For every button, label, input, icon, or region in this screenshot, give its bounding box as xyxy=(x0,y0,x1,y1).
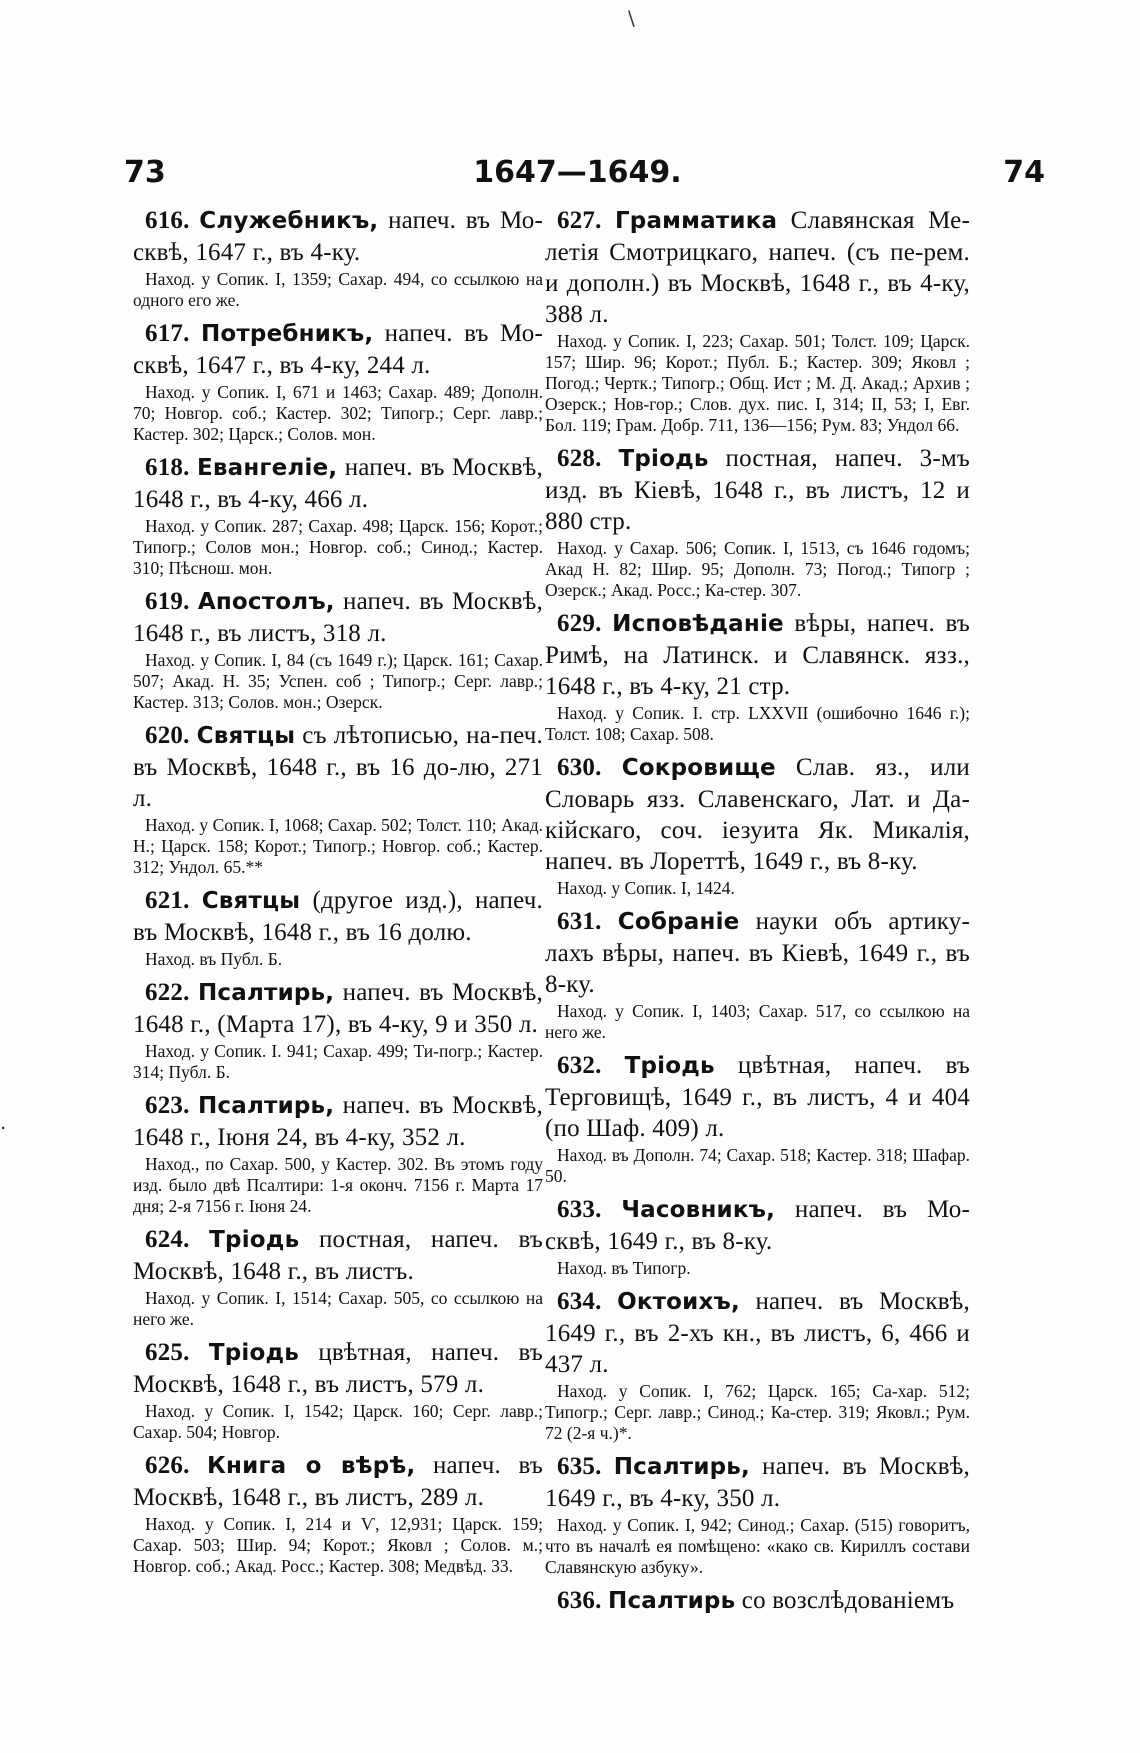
entry-location: Наход. у Сопик. I, 214 и Ѵ, 12,931; Царск. 159; Сахар. 503; Шир. 94; Корот.; Яковл ; Солов. м.; Новгор. соб.; Акад. Росс.; Кастер. 308; Медвѣд. 33. xyxy=(133,1514,543,1576)
entry-title: Октоихъ, xyxy=(617,1289,740,1315)
entry-location: Наход. у Сопик. I, 671 и 1463; Сахар. 489; Дополн. 70; Новгор. соб.; Кастер. 302; Типогр.; Серг. лавр.; Кастер. 302; Царск.; Солов. мон. xyxy=(133,382,543,444)
catalog-entry xyxy=(133,1224,543,1330)
entry-description: науки объ артику-лахъ вѣры, напеч. въ Кіевѣ, 1649 г., въ 8-ку. xyxy=(545,908,970,998)
entry-location: Наход. у Сопик. I. стр. LXXVII (ошибочно 1646 г.); Толст. 108; Сахар. 508. xyxy=(545,703,970,744)
entry-text xyxy=(545,906,970,1000)
catalog-entry xyxy=(133,318,543,445)
entry-description: напеч. въ Москвѣ, 1648 г., Іюня 24, въ 4-ку, 352 л. xyxy=(133,1092,543,1151)
page-mark-side: . xyxy=(0,1110,7,1134)
entry-text xyxy=(133,1450,543,1513)
entry-text xyxy=(133,1337,543,1400)
entry-number: 617. xyxy=(145,320,190,347)
entry-title: Часовникъ, xyxy=(621,1197,776,1223)
entry-text xyxy=(545,443,970,537)
entry-text xyxy=(545,1194,970,1257)
entry-number: 628. xyxy=(557,445,602,472)
entry-title: Псалтирь, xyxy=(197,980,335,1006)
entry-description: напеч. въ Мо-сквѣ, 1649 г., въ 8-ку. xyxy=(545,1196,970,1255)
right-column xyxy=(545,205,970,1624)
entry-description: напеч. въ Москвѣ, 1648 г., въ листъ, 318 л. xyxy=(133,588,543,647)
catalog-entry xyxy=(133,1450,543,1577)
page-mark-top: \ xyxy=(628,6,635,30)
catalog-entry xyxy=(133,720,543,878)
entry-location: Наход. у Сопик. I, 84 (съ 1649 г.); Царск. 161; Сахар. 507; Акад. Н. 35; Успен. соб ; Типогр.; Серг. лавр.; Кастер. 313; Солов. мон.; Озерск. xyxy=(133,650,543,712)
entry-location: Наход. у Сопик. I, 1068; Сахар. 502; Толст. 110; Акад. Н.; Царск. 158; Корот.; Типогр.; Новгор. соб.; Кастер. 312; Ундол. 65.** xyxy=(133,815,543,877)
entry-location: Наход., по Сахар. 500, у Кастер. 302. Въ этомъ году изд. было двѣ Псалтири: 1-я оконч. 7156 г. Марта 17 дня; 2-я 7156 г. Іюня 24. xyxy=(133,1154,543,1216)
entry-description: Слав. яз., или Словарь язз. Славенскаго, Лат. и Да-кійскаго, соч. іезуита Як. Микалія, напеч. въ Лореттѣ, 1649 г., въ 8-ку. xyxy=(545,754,970,875)
entry-description: вѣры, напеч. въ Римѣ, на Латинск. и Славянск. язз., 1648 г., въ 4-ку, 21 стр. xyxy=(545,610,970,700)
entry-description: напеч. въ Москвѣ, 1649 г., въ 4-ку, 350 л. xyxy=(545,1453,970,1512)
entry-location: Наход. у Сопик. I, 223; Сахар. 501; Толст. 109; Царск. 157; Шир. 96; Корот.; Публ. Б.; Кастер. 309; Яковл ; Погод.; Чертк.; Типогр.; Общ. Ист ; М. Д. Акад.; Архив ; Озерск.; Нов-гор.; Слов. дух. пис. I, 314; II, 53; I, Евг. Бол. 119; Грам. Добр. 711, 136—156; Рум. 83; Ундол 66. xyxy=(545,331,970,435)
page-number-right: 74 xyxy=(1003,155,1045,190)
entry-number: 629. xyxy=(557,610,602,637)
catalog-entry xyxy=(133,205,543,311)
catalog-entry xyxy=(545,906,970,1043)
catalog-entry xyxy=(133,452,543,579)
catalog-entry xyxy=(133,885,543,970)
entry-number: 632. xyxy=(557,1052,602,1079)
entry-location: Наход. у Сопик. I, 1403; Сахар. 517, со ссылкою на него же. xyxy=(545,1001,970,1042)
entry-location: Наход. у Сопик. 287; Сахар. 498; Царск. 156; Корот.; Типогр.; Солов мон.; Новгор. соб.; Синод.; Кастер. 310; Пѣснош. мон. xyxy=(133,516,543,578)
entry-number: 626. xyxy=(145,1452,190,1479)
entry-location: Наход. у Сопик. I, 1424. xyxy=(557,878,735,898)
catalog-entry xyxy=(545,752,970,899)
entry-description: со возслѣдованіемъ xyxy=(735,1587,955,1614)
entry-number: 618. xyxy=(145,454,190,481)
catalog-entry xyxy=(545,1194,970,1279)
entry-title: Книга о вѣрѣ, xyxy=(207,1453,416,1479)
entry-location: Наход. у Сопик. I, 1514; Сахар. 505, со ссылкою на него же. xyxy=(133,1288,543,1329)
entry-text xyxy=(133,586,543,649)
entry-description: напеч. въ Мо-сквѣ, 1647 г., въ 4-ку. xyxy=(133,207,544,266)
entry-number: 623. xyxy=(145,1092,190,1119)
catalog-entry xyxy=(545,443,970,601)
entry-location: Наход. въ Публ. Б. xyxy=(145,949,283,969)
entry-location: Наход. у Сопик. I, 1542; Царск. 160; Серг. лавр.; Сахар. 504; Новгор. xyxy=(133,1401,543,1442)
entry-title: Грамматика xyxy=(614,208,778,234)
entry-description: напеч. въ Москвѣ, 1648 г., (Марта 17), въ 4-ку, 9 и 350 л. xyxy=(133,979,543,1038)
catalog-entry xyxy=(545,205,970,436)
entry-text xyxy=(133,1090,543,1153)
entry-title: Псалтирь, xyxy=(613,1454,750,1480)
page-title: 1647—1649. xyxy=(473,155,682,190)
entry-title: Псалтирь xyxy=(608,1588,736,1614)
entry-text xyxy=(545,1286,970,1380)
entry-description: напеч. въ Мо-сквѣ, 1647 г., въ 4-ку, 244 л. xyxy=(133,320,543,379)
left-column xyxy=(133,205,543,1584)
entry-text xyxy=(133,977,543,1040)
entry-location: Наход. у Сахар. 506; Сопик. I, 1513, съ 1646 годомъ; Акад Н. 82; Шир. 95; Дополн. 73; Погод.; Типогр ; Озерск.; Акад. Росс.; Ка-стер. 307. xyxy=(545,538,970,600)
entry-title: Святцы xyxy=(201,888,301,914)
entry-text xyxy=(545,752,970,877)
page-number-left: 73 xyxy=(124,155,166,190)
entry-location: Наход. у Сопик. I, 762; Царск. 165; Са-хар. 512; Типогр.; Серг. лавр.; Синод.; Ка-стер. 319; Яковл.; Рум. 72 (2-я ч.)*. xyxy=(545,1381,970,1443)
entry-text xyxy=(133,205,543,268)
catalog-entry xyxy=(545,1286,970,1444)
entry-description: цвѣтная, напеч. въ Москвѣ, 1648 г., въ листъ, 579 л. xyxy=(133,1339,544,1398)
entry-title: Псалтирь, xyxy=(197,1093,335,1119)
entry-number: 625. xyxy=(145,1339,190,1366)
entry-number: 620. xyxy=(145,722,190,749)
entry-text xyxy=(545,1451,970,1514)
entry-description: постная, напеч. 3-мъ изд. въ Кіевѣ, 1648 г., въ листъ, 12 и 880 стр. xyxy=(545,445,971,535)
entry-text xyxy=(545,1585,970,1617)
entry-title: Святцы xyxy=(196,723,296,749)
entry-number: 619. xyxy=(145,588,190,615)
entry-title: Тріодь xyxy=(624,1053,715,1079)
entry-title: Евангеліе, xyxy=(196,455,338,481)
entry-number: 636. xyxy=(557,1587,602,1614)
entry-number: 635. xyxy=(557,1453,602,1480)
entry-title: Тріодь xyxy=(208,1340,300,1366)
entry-title: Исповѣданіе xyxy=(612,611,784,637)
entry-number: 624. xyxy=(145,1226,190,1253)
entry-description: съ лѣтописью, на-печ. въ Москвѣ, 1648 г., въ 16 до-лю, 271 л. xyxy=(133,722,544,812)
entry-text xyxy=(133,885,543,948)
catalog-entry xyxy=(545,1585,970,1617)
entry-title: Тріодь xyxy=(618,446,709,472)
entry-text xyxy=(133,452,543,515)
entry-location: Наход. въ Типогр. xyxy=(557,1258,691,1278)
catalog-entry xyxy=(133,586,543,713)
catalog-entry xyxy=(545,1050,970,1187)
catalog-entry xyxy=(545,1451,970,1578)
entry-title: Служебникъ, xyxy=(199,208,379,234)
entry-text xyxy=(133,318,543,381)
catalog-entry xyxy=(133,1337,543,1443)
catalog-entry xyxy=(133,1090,543,1217)
entry-description: напеч. въ Москвѣ, 1648 г., въ листъ, 289 л. xyxy=(133,1452,543,1511)
entry-description: (другое изд.), напеч. въ Москвѣ, 1648 г., въ 16 долю. xyxy=(133,887,543,946)
entry-text xyxy=(133,720,543,814)
catalog-entry xyxy=(545,608,970,745)
entry-location: Наход. у Сопик. I, 1359; Сахар. 494, со ссылкою на одного его же. xyxy=(133,269,543,310)
entry-description: напеч. въ Москвѣ, 1649 г., въ 2-хъ кн., въ листъ, 6, 466 и 437 л. xyxy=(545,1288,970,1378)
entry-location: Наход. у Сопик. I, 942; Синод.; Сахар. (515) говоритъ, что въ началѣ ея помѣщено: «како св. Кириллъ состави Славянскую азбуку». xyxy=(545,1515,970,1577)
entry-location: Наход. у Сопик. I. 941; Сахар. 499; Ти-погр.; Кастер. 314; Публ. Б. xyxy=(133,1041,543,1082)
entry-number: 627. xyxy=(557,207,602,234)
entry-location: Наход. въ Дополн. 74; Сахар. 518; Кастер. 318; Шафар. 50. xyxy=(545,1145,970,1186)
entry-title: Собраніе xyxy=(617,909,740,935)
entry-description: Славянская Ме-летія Смотрицкаго, напеч. (съ пе-рем. и дополн.) въ Москвѣ, 1648 г., въ 4-ку, 388 л. xyxy=(545,207,970,328)
entry-number: 622. xyxy=(145,979,190,1006)
entry-text xyxy=(545,608,970,702)
entry-title: Потребникъ, xyxy=(200,321,374,347)
entry-text xyxy=(133,1224,543,1287)
entry-number: 616. xyxy=(145,207,190,234)
entry-title: Тріодь xyxy=(209,1227,300,1253)
entry-number: 631. xyxy=(557,908,602,935)
entry-number: 633. xyxy=(557,1196,602,1223)
entry-description: цвѣтная, напеч. въ Терговищѣ, 1649 г., въ листъ, 4 и 404 (по Шаф. 409) л. xyxy=(545,1052,971,1142)
entry-number: 630. xyxy=(557,754,602,781)
catalog-entry xyxy=(133,977,543,1083)
entry-text xyxy=(545,205,970,330)
entry-description: напеч. въ Москвѣ, 1648 г., въ 4-ку, 466 л. xyxy=(133,454,543,513)
entry-title: Апостолъ, xyxy=(197,589,335,615)
entry-description: постная, напеч. въ Москвѣ, 1648 г., въ листъ. xyxy=(133,1226,544,1285)
entry-number: 621. xyxy=(145,887,190,914)
entry-number: 634. xyxy=(557,1288,602,1315)
entry-title: Сокровище xyxy=(621,755,776,781)
page-header xyxy=(110,155,1045,195)
entry-text xyxy=(545,1050,970,1144)
